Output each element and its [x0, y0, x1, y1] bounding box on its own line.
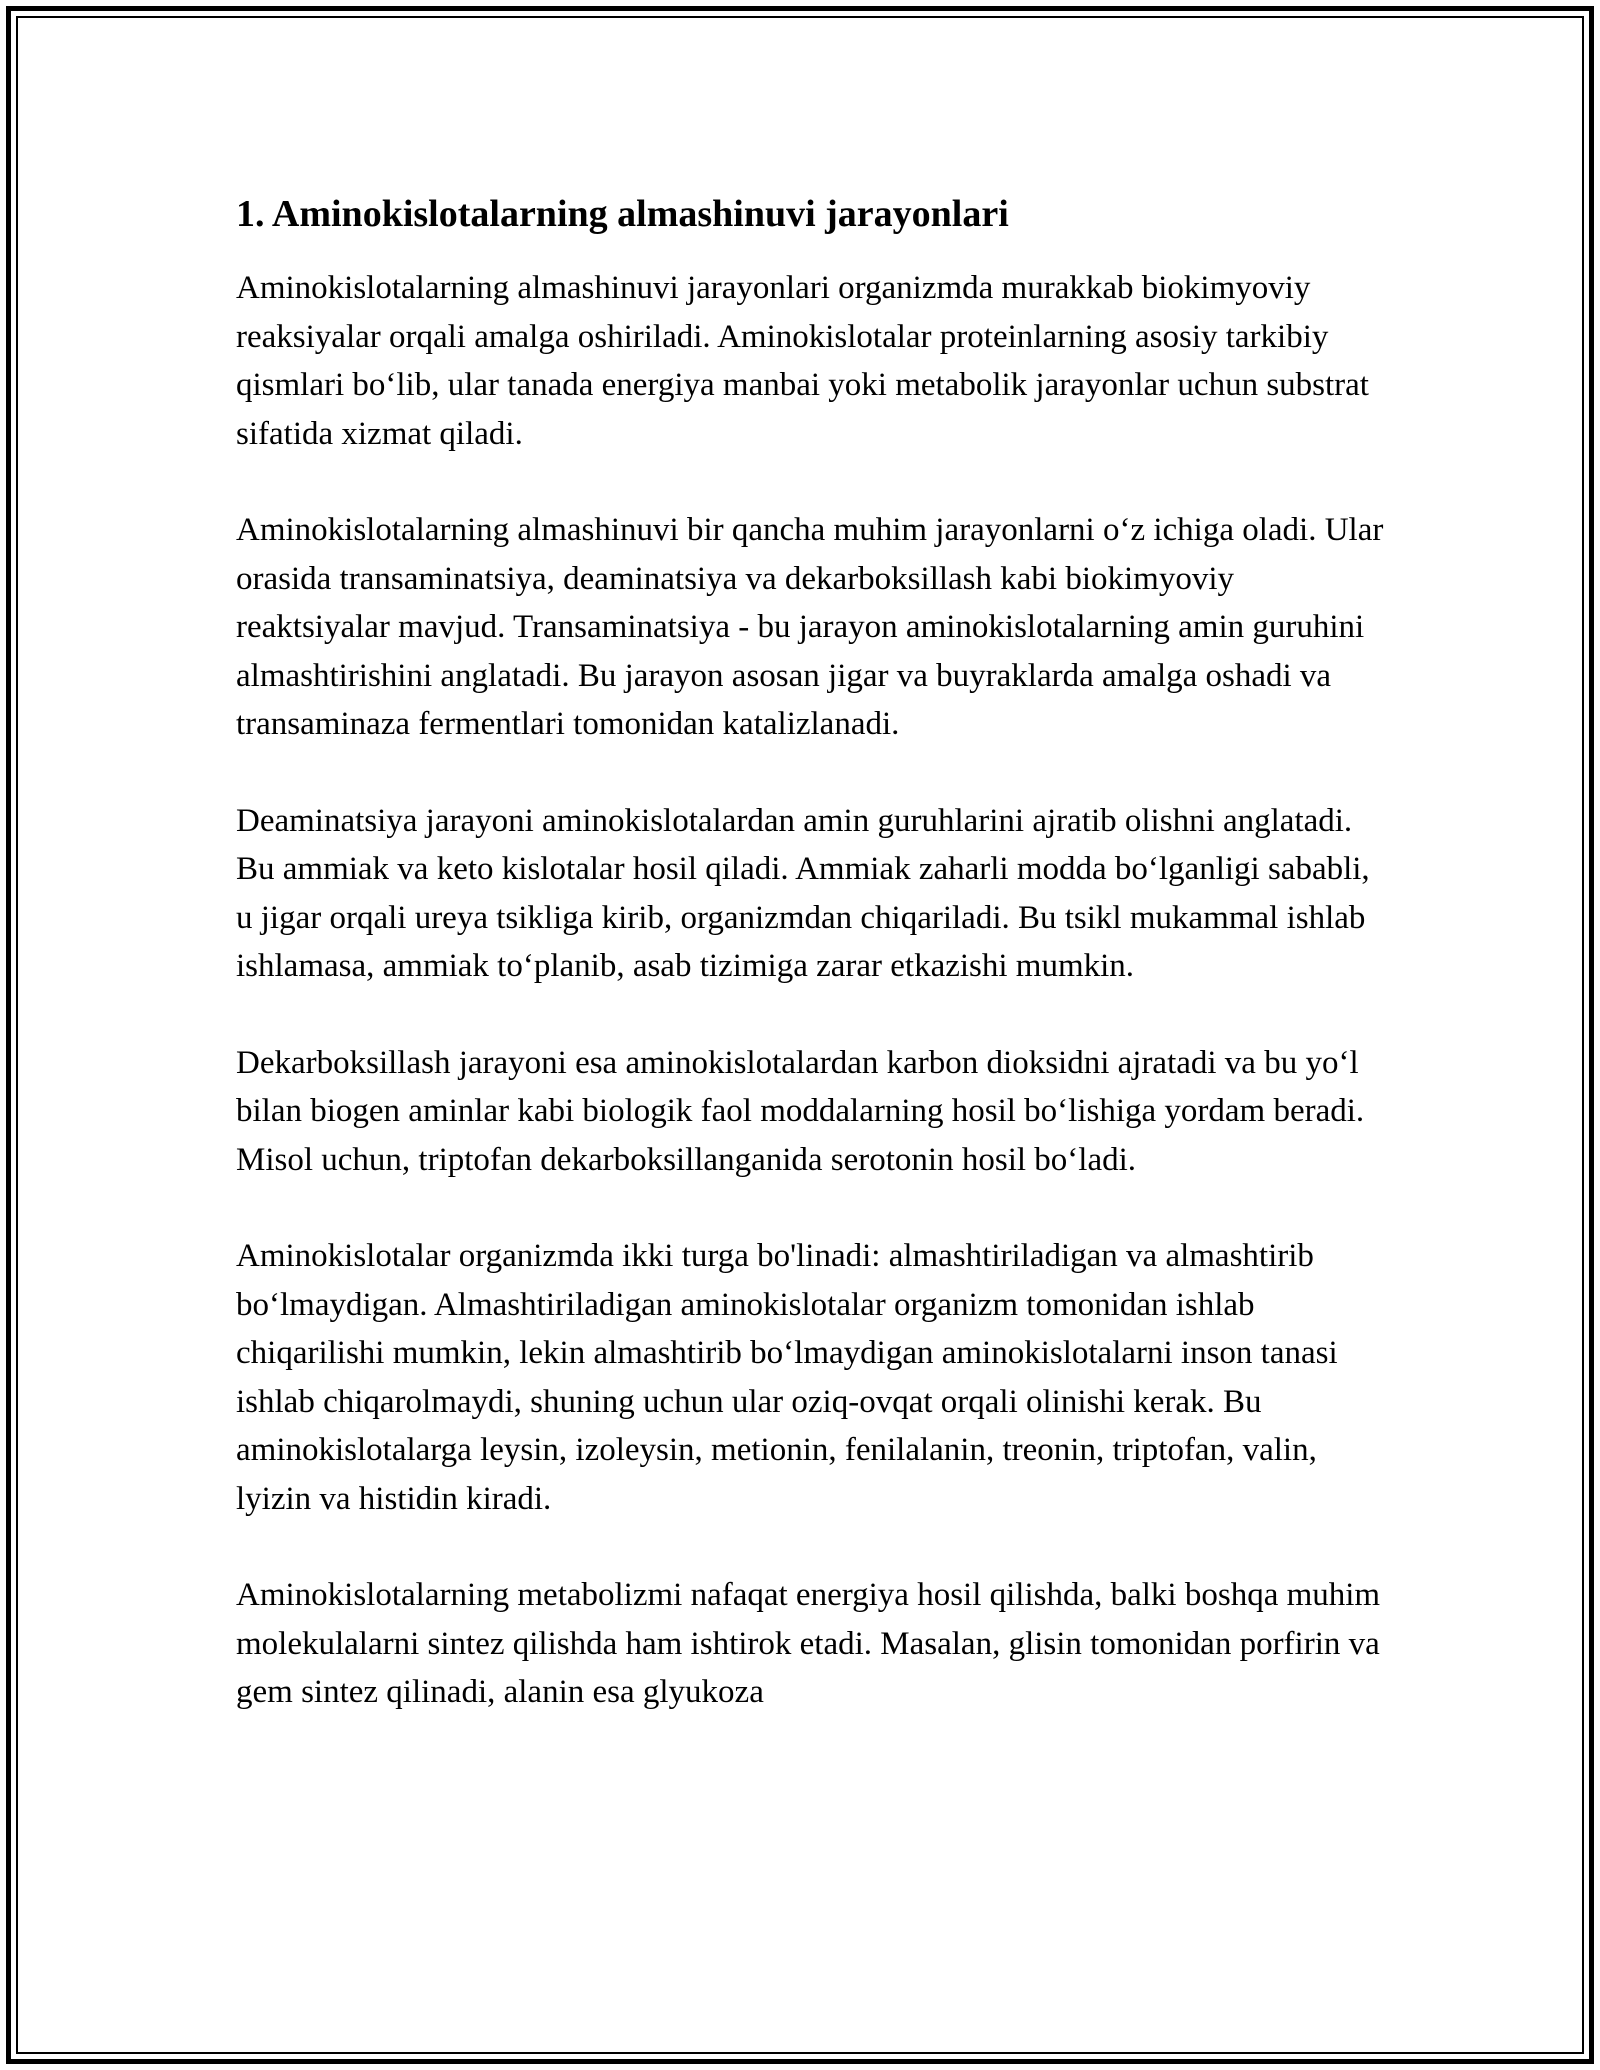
- paragraph-metabolism: Aminokislotalarning metabolizmi nafaqat energiya hosil qilishda, balki boshqa muhim molekulalarni sintez qilishda ham ishtirok etadi. Masalan, glisin tomonidan porfirin va gem sintez qilinadi, alanin esa glyukoza: [236, 1577, 1381, 1710]
- paragraph-amino-acid-types: Aminokislotalar organizmda ikki turga bo'linadi: almashtiriladigan va almashtirib bo‘lmaydigan. Almashtiriladigan aminokislotalar organizm tomonidan ishlab chiqarilishi mumkin, lekin almashtirib bo‘lmaydigan aminokislotalarni inson tanasi ishlab chiqarolmaydi, shuning uchun ular oziq-ovqat orqali olinishi kerak. Bu aminokislotalarga leysin, izoleysin, metionin, fenilalanin, treonin, triptofan, valin, lyizin va histidin kiradi.: [236, 1238, 1338, 1517]
- section-heading: 1. Aminokislotalarning almashinuvi jarayonlari: [236, 193, 1009, 235]
- paragraph-intro: Aminokislotalarning almashinuvi jarayonlari organizmda murakkab biokimyoviy reaksiyalar orqali amalga oshiriladi. Aminokislotalar proteinlarning asosiy tarkibiy qismlari bo‘lib, ular tanada energiya manbai yoki metabolik jarayonlar uchun substrat sifatida xizmat qiladi.: [236, 270, 1369, 452]
- document-body: [236, 190, 1386, 1717]
- paragraph-transamination: Aminokislotalarning almashinuvi bir qancha muhim jarayonlarni o‘z ichiga oladi. Ular orasida transaminatsiya, deaminatsiya va dekarboksillash kabi biokimyoviy reaktsiyalar mavjud. Transaminatsiya - bu jarayon aminokislotalarning amin guruhini almashtirishini anglatadi. Bu jarayon asosan jigar va buyraklarda amalga oshadi va transaminaza fermentlari tomonidan katalizlanadi.: [236, 512, 1384, 742]
- paragraph-decarboxylation: Dekarboksillash jarayoni esa aminokislotalardan karbon dioksidni ajratadi va bu yo‘l bilan biogen aminlar kabi biologik faol moddalarning hosil bo‘lishiga yordam beradi. Misol uchun, triptofan dekarboksillanganida serotonin hosil bo‘ladi.: [236, 1044, 1365, 1178]
- paragraph-deamination: Deaminatsiya jarayoni aminokislotalardan amin guruhlarini ajratib olishni anglatadi. Bu ammiak va keto kislotalar hosil qiladi. Ammiak zaharli modda bo‘lganligi sababli, u jigar orqali ureya tsikliga kirib, organizmdan chiqariladi. Bu tsikl mukammal ishlab ishlamasa, ammiak to‘planib, asab tizimiga zarar etkazishi mumkin.: [236, 802, 1370, 984]
